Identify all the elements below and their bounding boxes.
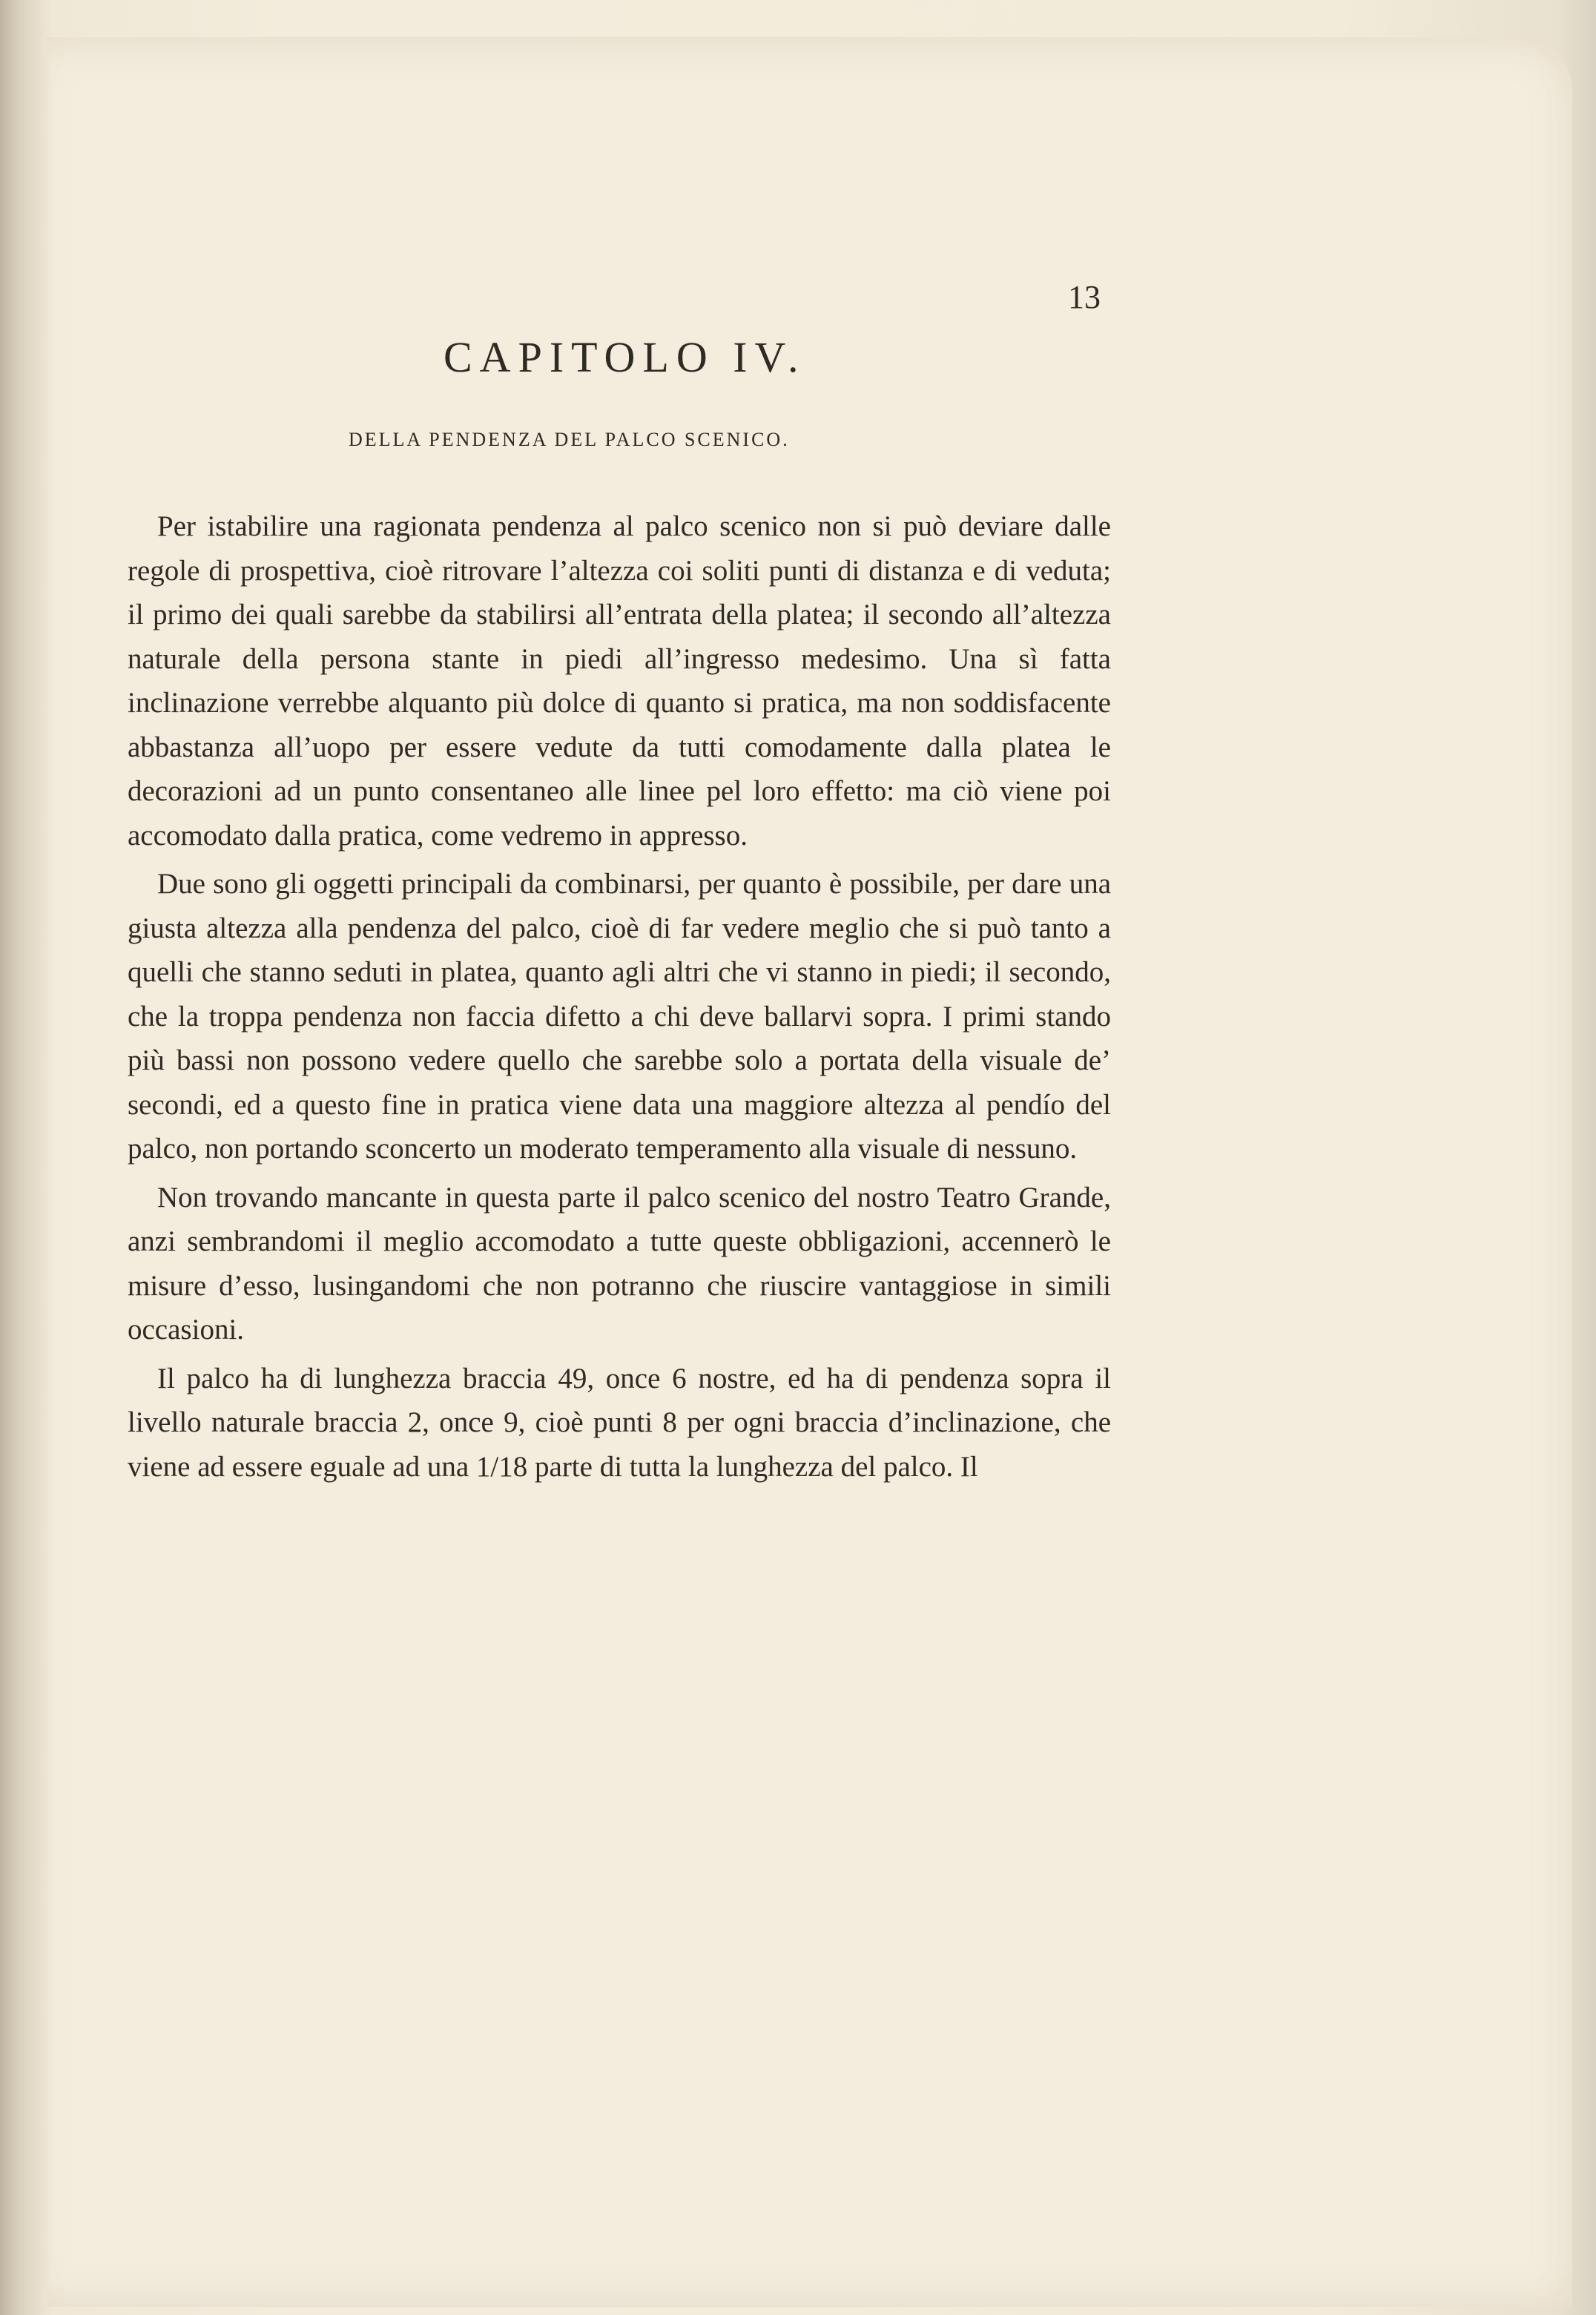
paragraph-3: Non trovando mancante in questa parte il palco scenico del nostro Teatro Grande, anzi sembrandomi il meglio accomodato a tutte queste obbligazioni, accennerò le misure d’esso, lusingandomi che non potranno che riuscire vantaggiose in simili occasioni. [128, 1181, 1111, 1346]
paragraph-4: Il palco ha di lunghezza braccia 49, once 6 nostre, ed ha di pendenza sopra il livello naturale braccia 2, once 9, cioè punti 8 per ogni braccia d’inclinazione, che viene ad essere eguale ad una 1/18 parte di tutta la lunghezza del palco. Il [128, 1362, 1111, 1483]
chapter-title: CAPITOLO IV. [443, 333, 806, 381]
chapter-subtitle: DELLA PENDENZA DEL PALCO SCENICO. [349, 429, 790, 450]
body-text [128, 504, 1111, 1493]
page-number: 13 [1068, 279, 1101, 315]
paragraph-1: Per istabilire una ragionata pendenza al palco scenico non si può deviare dalle regole di prospettiva, cioè ritrovare l’altezza coi soliti punti di distanza e di veduta; il primo dei quali sarebbe da stabilirsi all’entrata della platea; il secondo all’altezza naturale della persona stante in piedi all’ingresso medesimo. Una sì fatta inclinazione verrebbe alquanto più dolce di quanto si pratica, ma non soddisfacente abbastanza all’uopo per essere vedute da tutti comodamente dalla platea le decorazioni ad un punto consentaneo alle linee pel loro effetto: ma ciò viene poi accomodato dalla pratica, come vedremo in appresso. [128, 510, 1111, 852]
paragraph-2: Due sono gli oggetti principali da combinarsi, per quanto è possibile, per dare una giusta altezza alla pendenza del palco, cioè di far vedere meglio che si può tanto a quelli che stanno seduti in platea, quanto agli altri che vi stanno in piedi; il secondo, che la troppa pendenza non faccia difetto a chi deve ballarvi sopra. I primi stando più bassi non possono vedere quello che sarebbe solo a portata della visuale de’ secondi, ed a questo fine in pratica viene data una maggiore altezza al pendío del palco, non portando sconcerto un moderato temperamento alla visuale di nessuno. [128, 868, 1111, 1165]
book-gutter [0, 0, 52, 2315]
